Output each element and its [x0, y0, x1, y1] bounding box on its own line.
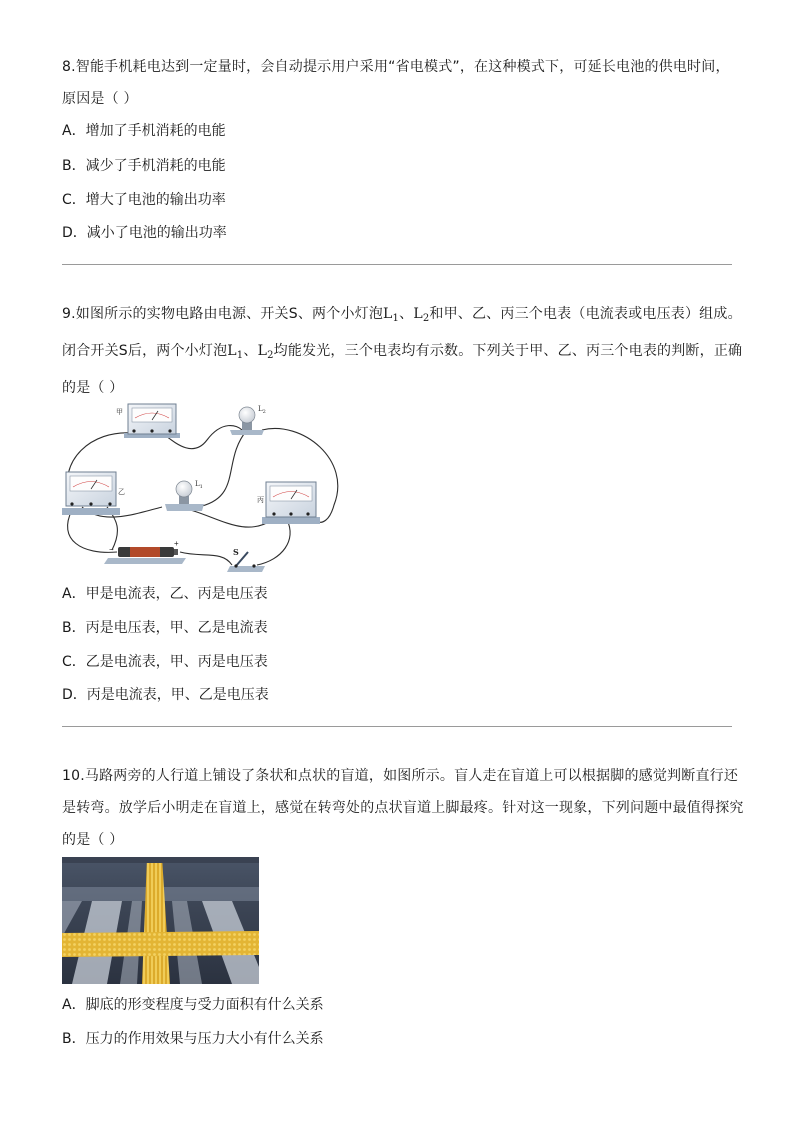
divider	[62, 264, 732, 265]
bulb-L1-subscript: 1	[199, 484, 203, 490]
bulb-symbol: L	[383, 306, 393, 322]
bulb-symbol: L	[257, 343, 268, 359]
bulb-symbol: L	[413, 306, 423, 322]
bulb-L1-label	[195, 480, 203, 490]
question-10	[62, 760, 744, 856]
switch-label: S	[233, 547, 239, 557]
subscript: 2	[267, 350, 274, 361]
question-8	[62, 51, 732, 115]
question-9-option-c[interactable]: C．乙是电流表，甲、丙是电压表	[62, 654, 268, 670]
subscript: 1	[236, 350, 244, 361]
meter-yi	[62, 472, 125, 515]
bulb-L2-subscript: 2	[262, 409, 266, 415]
subscript: 1	[392, 313, 400, 324]
tactile-paving-photo	[62, 857, 259, 984]
circuit-diagram	[62, 400, 342, 576]
question-9-stem-line1	[62, 298, 742, 335]
question-8-option-c[interactable]: C．增大了电池的输出功率	[62, 192, 226, 208]
battery-negative-label: −	[109, 545, 114, 554]
switch-S	[227, 547, 265, 572]
question-10-stem-line2: 是转弯。放学后小明走在盲道上，感觉在转弯处的点状盲道上脚最疼。针对这一现象，下列问题中最值得探究	[62, 800, 744, 816]
bulb-L2	[230, 405, 266, 435]
meter-label-bing: 丙	[257, 497, 264, 504]
question-9-option-d[interactable]: D．丙是电流表，甲、乙是电压表	[62, 687, 269, 703]
question-9-option-a[interactable]: A．甲是电流表，乙、丙是电压表	[62, 586, 268, 602]
question-10-option-a[interactable]: A．脚底的形变程度与受力面积有什么关系	[62, 997, 324, 1013]
stem-text: 、	[399, 306, 414, 322]
bulb-L1-letter: L	[195, 480, 200, 488]
subscript: 2	[422, 313, 430, 324]
meter-label-yi: 乙	[118, 489, 125, 496]
question-8-option-a[interactable]: A．增加了手机消耗的电能	[62, 123, 226, 139]
question-8-stem-line1: 8.智能手机耗电达到一定量时，会自动提示用户采用“省电模式”，在这种模式下，可延长电池的供电时间，	[62, 59, 730, 75]
meter-label-jia: 甲	[116, 409, 123, 416]
question-8-option-b[interactable]: B．减少了手机消耗的电能	[62, 158, 226, 174]
stem-text: 均能发光，三个电表均有示数。下列关于甲、乙、丙三个电表的判断，正确	[273, 343, 743, 359]
battery-positive-label: +	[174, 539, 179, 548]
stem-text: 闭合开关S后，两个小灯泡	[62, 343, 228, 359]
bulb-symbol: L	[227, 343, 237, 359]
divider	[62, 726, 732, 727]
question-9-stem-line3: 的是（ ）	[62, 380, 124, 396]
question-8-stem-line2: 原因是（ ）	[62, 91, 138, 107]
bulb-L2-letter: L	[258, 405, 263, 413]
question-10-stem-line1: 10.马路两旁的人行道上铺设了条状和点状的盲道，如图所示。盲人走在盲道上可以根据脚的感觉判断直行还	[62, 768, 739, 784]
bulb-L1	[165, 480, 204, 511]
battery	[104, 539, 186, 564]
stem-text: 9.如图所示的实物电路由电源、开关S、两个小灯泡	[62, 306, 384, 322]
question-9	[62, 298, 743, 404]
question-9-stem-line2	[62, 335, 743, 372]
question-8-option-d[interactable]: D．减小了电池的输出功率	[62, 225, 227, 241]
stem-text: 和甲、乙、丙三个电表（电流表或电压表）组成。	[429, 306, 742, 322]
meter-bing	[257, 482, 320, 524]
bulb-L2-label	[258, 405, 266, 415]
question-10-stem-line3: 的是（ ）	[62, 832, 124, 848]
stem-text: 、	[243, 343, 258, 359]
question-9-option-b[interactable]: B．丙是电压表，甲、乙是电流表	[62, 620, 268, 636]
question-10-option-b[interactable]: B．压力的作用效果与压力大小有什么关系	[62, 1031, 324, 1047]
